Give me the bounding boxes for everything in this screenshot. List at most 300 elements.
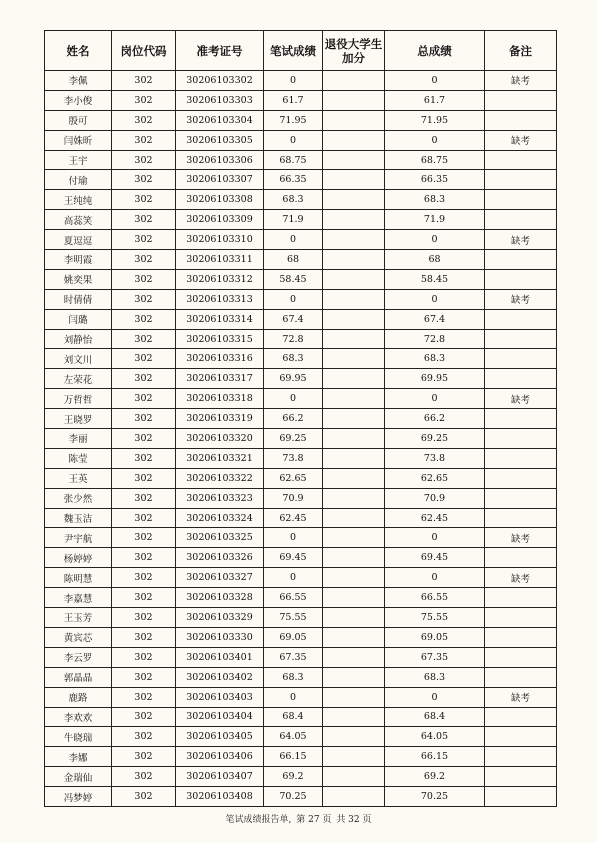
cell-exam-number: 30206103401 bbox=[176, 647, 264, 667]
cell-exam-number: 30206103313 bbox=[176, 289, 264, 309]
cell-name: 金瑞仙 bbox=[45, 767, 112, 787]
cell-written-score: 69.2 bbox=[264, 767, 323, 787]
cell-exam-number: 30206103304 bbox=[176, 110, 264, 130]
cell-veteran-bonus bbox=[323, 608, 385, 628]
cell-name: 左荣花 bbox=[45, 369, 112, 389]
cell-exam-number: 30206103328 bbox=[176, 588, 264, 608]
cell-name: 李欢欢 bbox=[45, 707, 112, 727]
cell-written-score: 0 bbox=[264, 568, 323, 588]
cell-total-score: 67.4 bbox=[385, 309, 485, 329]
cell-remarks bbox=[485, 329, 557, 349]
cell-total-score: 72.8 bbox=[385, 329, 485, 349]
cell-position-code: 302 bbox=[112, 250, 176, 270]
cell-name: 陈莹 bbox=[45, 448, 112, 468]
cell-written-score: 64.05 bbox=[264, 727, 323, 747]
cell-veteran-bonus bbox=[323, 309, 385, 329]
column-header-name: 姓名 bbox=[45, 31, 112, 71]
cell-written-score: 75.55 bbox=[264, 608, 323, 628]
cell-written-score: 68.3 bbox=[264, 190, 323, 210]
cell-remarks bbox=[485, 150, 557, 170]
table-row bbox=[45, 548, 557, 568]
cell-exam-number: 30206103325 bbox=[176, 528, 264, 548]
cell-veteran-bonus bbox=[323, 687, 385, 707]
table-row bbox=[45, 409, 557, 429]
cell-remarks bbox=[485, 747, 557, 767]
cell-total-score: 66.55 bbox=[385, 588, 485, 608]
cell-veteran-bonus bbox=[323, 528, 385, 548]
cell-total-score: 66.35 bbox=[385, 170, 485, 190]
cell-total-score: 58.45 bbox=[385, 269, 485, 289]
cell-remarks bbox=[485, 309, 557, 329]
cell-total-score: 68.3 bbox=[385, 190, 485, 210]
cell-remarks bbox=[485, 548, 557, 568]
cell-veteran-bonus bbox=[323, 429, 385, 449]
cell-veteran-bonus bbox=[323, 90, 385, 110]
cell-written-score: 61.7 bbox=[264, 90, 323, 110]
cell-name: 尹宇航 bbox=[45, 528, 112, 548]
cell-total-score: 70.25 bbox=[385, 787, 485, 807]
cell-total-score: 68 bbox=[385, 250, 485, 270]
cell-veteran-bonus bbox=[323, 110, 385, 130]
cell-name: 冯梦婷 bbox=[45, 787, 112, 807]
cell-exam-number: 30206103303 bbox=[176, 90, 264, 110]
table-row bbox=[45, 528, 557, 548]
cell-exam-number: 30206103316 bbox=[176, 349, 264, 369]
cell-remarks bbox=[485, 90, 557, 110]
cell-position-code: 302 bbox=[112, 528, 176, 548]
cell-remarks bbox=[485, 647, 557, 667]
cell-remarks bbox=[485, 349, 557, 369]
table-body bbox=[45, 71, 557, 807]
cell-position-code: 302 bbox=[112, 667, 176, 687]
cell-total-score: 0 bbox=[385, 230, 485, 250]
cell-written-score: 0 bbox=[264, 528, 323, 548]
column-header-total-score: 总成绩 bbox=[385, 31, 485, 71]
cell-position-code: 302 bbox=[112, 727, 176, 747]
cell-veteran-bonus bbox=[323, 269, 385, 289]
cell-remarks bbox=[485, 190, 557, 210]
cell-name: 王晓罗 bbox=[45, 409, 112, 429]
cell-written-score: 66.55 bbox=[264, 588, 323, 608]
table-row bbox=[45, 429, 557, 449]
cell-written-score: 62.45 bbox=[264, 508, 323, 528]
table-row bbox=[45, 468, 557, 488]
cell-exam-number: 30206103326 bbox=[176, 548, 264, 568]
cell-total-score: 68.4 bbox=[385, 707, 485, 727]
cell-name: 王玉芳 bbox=[45, 608, 112, 628]
cell-exam-number: 30206103327 bbox=[176, 568, 264, 588]
column-header-written-score: 笔试成绩 bbox=[264, 31, 323, 71]
cell-exam-number: 30206103324 bbox=[176, 508, 264, 528]
cell-veteran-bonus bbox=[323, 787, 385, 807]
table-row bbox=[45, 250, 557, 270]
table-row bbox=[45, 588, 557, 608]
cell-written-score: 73.8 bbox=[264, 448, 323, 468]
table-row bbox=[45, 130, 557, 150]
footer-page-number: 第 27 页 bbox=[296, 815, 332, 825]
cell-total-score: 0 bbox=[385, 130, 485, 150]
column-header-veteran-bonus: 退役大学生加分 bbox=[323, 31, 385, 71]
cell-written-score: 72.8 bbox=[264, 329, 323, 349]
cell-position-code: 302 bbox=[112, 289, 176, 309]
cell-exam-number: 30206103407 bbox=[176, 767, 264, 787]
cell-veteran-bonus bbox=[323, 667, 385, 687]
cell-veteran-bonus bbox=[323, 568, 385, 588]
cell-written-score: 68.3 bbox=[264, 349, 323, 369]
cell-total-score: 69.05 bbox=[385, 627, 485, 647]
cell-exam-number: 30206103319 bbox=[176, 409, 264, 429]
cell-position-code: 302 bbox=[112, 369, 176, 389]
footer-title: 笔试成绩报告单, bbox=[225, 815, 292, 825]
cell-veteran-bonus bbox=[323, 369, 385, 389]
table-row bbox=[45, 727, 557, 747]
cell-exam-number: 30206103321 bbox=[176, 448, 264, 468]
cell-name: 李佩 bbox=[45, 71, 112, 91]
cell-name: 陈明慧 bbox=[45, 568, 112, 588]
cell-veteran-bonus bbox=[323, 130, 385, 150]
table-row bbox=[45, 508, 557, 528]
cell-name: 李云罗 bbox=[45, 647, 112, 667]
cell-veteran-bonus bbox=[323, 210, 385, 230]
cell-written-score: 0 bbox=[264, 289, 323, 309]
cell-total-score: 69.45 bbox=[385, 548, 485, 568]
cell-name: 杨婷婷 bbox=[45, 548, 112, 568]
cell-written-score: 0 bbox=[264, 230, 323, 250]
cell-name: 牛晓瑞 bbox=[45, 727, 112, 747]
cell-exam-number: 30206103329 bbox=[176, 608, 264, 628]
cell-remarks bbox=[485, 170, 557, 190]
cell-remarks: 缺考 bbox=[485, 528, 557, 548]
cell-written-score: 69.05 bbox=[264, 627, 323, 647]
table-row bbox=[45, 230, 557, 250]
cell-position-code: 302 bbox=[112, 747, 176, 767]
cell-position-code: 302 bbox=[112, 309, 176, 329]
table-row bbox=[45, 210, 557, 230]
cell-remarks bbox=[485, 429, 557, 449]
cell-veteran-bonus bbox=[323, 488, 385, 508]
cell-veteran-bonus bbox=[323, 627, 385, 647]
table-row bbox=[45, 707, 557, 727]
cell-exam-number: 30206103315 bbox=[176, 329, 264, 349]
cell-remarks: 缺考 bbox=[485, 71, 557, 91]
cell-exam-number: 30206103330 bbox=[176, 627, 264, 647]
cell-name: 鹿路 bbox=[45, 687, 112, 707]
cell-name: 张少然 bbox=[45, 488, 112, 508]
table-header-row bbox=[45, 31, 557, 71]
cell-veteran-bonus bbox=[323, 250, 385, 270]
cell-written-score: 68.4 bbox=[264, 707, 323, 727]
cell-total-score: 0 bbox=[385, 568, 485, 588]
cell-exam-number: 30206103314 bbox=[176, 309, 264, 329]
cell-total-score: 69.25 bbox=[385, 429, 485, 449]
score-sheet bbox=[44, 30, 556, 807]
cell-veteran-bonus bbox=[323, 727, 385, 747]
cell-position-code: 302 bbox=[112, 71, 176, 91]
table-row bbox=[45, 448, 557, 468]
cell-remarks bbox=[485, 488, 557, 508]
cell-position-code: 302 bbox=[112, 329, 176, 349]
table-row bbox=[45, 747, 557, 767]
table-row bbox=[45, 289, 557, 309]
table-row bbox=[45, 389, 557, 409]
cell-written-score: 71.95 bbox=[264, 110, 323, 130]
cell-written-score: 70.25 bbox=[264, 787, 323, 807]
cell-veteran-bonus bbox=[323, 230, 385, 250]
cell-remarks: 缺考 bbox=[485, 289, 557, 309]
cell-total-score: 75.55 bbox=[385, 608, 485, 628]
cell-name: 黄宾芯 bbox=[45, 627, 112, 647]
cell-position-code: 302 bbox=[112, 707, 176, 727]
cell-exam-number: 30206103317 bbox=[176, 369, 264, 389]
cell-remarks bbox=[485, 409, 557, 429]
cell-exam-number: 30206103306 bbox=[176, 150, 264, 170]
cell-remarks: 缺考 bbox=[485, 230, 557, 250]
cell-remarks bbox=[485, 727, 557, 747]
cell-exam-number: 30206103403 bbox=[176, 687, 264, 707]
cell-written-score: 66.15 bbox=[264, 747, 323, 767]
cell-total-score: 0 bbox=[385, 687, 485, 707]
table-row bbox=[45, 488, 557, 508]
cell-position-code: 302 bbox=[112, 548, 176, 568]
cell-name: 夏逗逗 bbox=[45, 230, 112, 250]
cell-remarks bbox=[485, 608, 557, 628]
cell-name: 万哲哲 bbox=[45, 389, 112, 409]
cell-position-code: 302 bbox=[112, 210, 176, 230]
cell-total-score: 62.45 bbox=[385, 508, 485, 528]
cell-total-score: 0 bbox=[385, 71, 485, 91]
cell-name: 付瑜 bbox=[45, 170, 112, 190]
table-row bbox=[45, 627, 557, 647]
cell-name: 郭晶晶 bbox=[45, 667, 112, 687]
cell-veteran-bonus bbox=[323, 707, 385, 727]
cell-position-code: 302 bbox=[112, 488, 176, 508]
cell-position-code: 302 bbox=[112, 90, 176, 110]
cell-position-code: 302 bbox=[112, 508, 176, 528]
cell-name: 高蕊笑 bbox=[45, 210, 112, 230]
cell-total-score: 61.7 bbox=[385, 90, 485, 110]
table-row bbox=[45, 150, 557, 170]
cell-written-score: 0 bbox=[264, 130, 323, 150]
cell-position-code: 302 bbox=[112, 647, 176, 667]
cell-total-score: 66.2 bbox=[385, 409, 485, 429]
cell-name: 闫姝昕 bbox=[45, 130, 112, 150]
cell-remarks: 缺考 bbox=[485, 568, 557, 588]
column-header-exam-number: 准考证号 bbox=[176, 31, 264, 71]
table-row bbox=[45, 190, 557, 210]
cell-total-score: 62.65 bbox=[385, 468, 485, 488]
cell-total-score: 0 bbox=[385, 528, 485, 548]
cell-remarks bbox=[485, 787, 557, 807]
cell-position-code: 302 bbox=[112, 230, 176, 250]
cell-written-score: 62.65 bbox=[264, 468, 323, 488]
cell-exam-number: 30206103308 bbox=[176, 190, 264, 210]
cell-exam-number: 30206103402 bbox=[176, 667, 264, 687]
cell-name: 李丽 bbox=[45, 429, 112, 449]
cell-total-score: 0 bbox=[385, 289, 485, 309]
cell-veteran-bonus bbox=[323, 448, 385, 468]
cell-position-code: 302 bbox=[112, 349, 176, 369]
cell-written-score: 0 bbox=[264, 71, 323, 91]
cell-exam-number: 30206103310 bbox=[176, 230, 264, 250]
cell-exam-number: 30206103302 bbox=[176, 71, 264, 91]
cell-exam-number: 30206103309 bbox=[176, 210, 264, 230]
cell-remarks bbox=[485, 707, 557, 727]
cell-remarks bbox=[485, 468, 557, 488]
cell-remarks: 缺考 bbox=[485, 389, 557, 409]
cell-position-code: 302 bbox=[112, 687, 176, 707]
cell-name: 李小俊 bbox=[45, 90, 112, 110]
cell-exam-number: 30206103404 bbox=[176, 707, 264, 727]
cell-exam-number: 30206103405 bbox=[176, 727, 264, 747]
cell-position-code: 302 bbox=[112, 448, 176, 468]
cell-written-score: 66.2 bbox=[264, 409, 323, 429]
cell-total-score: 64.05 bbox=[385, 727, 485, 747]
table-row bbox=[45, 767, 557, 787]
cell-position-code: 302 bbox=[112, 767, 176, 787]
table-row bbox=[45, 647, 557, 667]
cell-written-score: 69.25 bbox=[264, 429, 323, 449]
column-header-remarks: 备注 bbox=[485, 31, 557, 71]
cell-remarks bbox=[485, 667, 557, 687]
cell-exam-number: 30206103307 bbox=[176, 170, 264, 190]
cell-remarks bbox=[485, 767, 557, 787]
table-row bbox=[45, 309, 557, 329]
column-header-position-code: 岗位代码 bbox=[112, 31, 176, 71]
table-row bbox=[45, 667, 557, 687]
cell-position-code: 302 bbox=[112, 150, 176, 170]
score-table bbox=[44, 30, 557, 807]
cell-veteran-bonus bbox=[323, 647, 385, 667]
cell-position-code: 302 bbox=[112, 588, 176, 608]
cell-total-score: 66.15 bbox=[385, 747, 485, 767]
cell-remarks bbox=[485, 448, 557, 468]
cell-veteran-bonus bbox=[323, 289, 385, 309]
cell-total-score: 0 bbox=[385, 389, 485, 409]
cell-written-score: 67.4 bbox=[264, 309, 323, 329]
cell-veteran-bonus bbox=[323, 767, 385, 787]
cell-total-score: 71.95 bbox=[385, 110, 485, 130]
cell-remarks bbox=[485, 588, 557, 608]
cell-written-score: 68.3 bbox=[264, 667, 323, 687]
cell-total-score: 69.95 bbox=[385, 369, 485, 389]
cell-veteran-bonus bbox=[323, 588, 385, 608]
cell-written-score: 69.45 bbox=[264, 548, 323, 568]
cell-position-code: 302 bbox=[112, 787, 176, 807]
cell-name: 李嘉慧 bbox=[45, 588, 112, 608]
cell-remarks bbox=[485, 110, 557, 130]
cell-total-score: 68.75 bbox=[385, 150, 485, 170]
cell-veteran-bonus bbox=[323, 468, 385, 488]
cell-veteran-bonus bbox=[323, 548, 385, 568]
cell-position-code: 302 bbox=[112, 130, 176, 150]
cell-name: 李明霞 bbox=[45, 250, 112, 270]
cell-remarks bbox=[485, 369, 557, 389]
table-row bbox=[45, 608, 557, 628]
cell-total-score: 70.9 bbox=[385, 488, 485, 508]
cell-position-code: 302 bbox=[112, 170, 176, 190]
cell-written-score: 58.45 bbox=[264, 269, 323, 289]
cell-position-code: 302 bbox=[112, 568, 176, 588]
cell-name: 王纯纯 bbox=[45, 190, 112, 210]
cell-remarks bbox=[485, 269, 557, 289]
cell-exam-number: 30206103320 bbox=[176, 429, 264, 449]
cell-written-score: 0 bbox=[264, 389, 323, 409]
cell-written-score: 68.75 bbox=[264, 150, 323, 170]
table-row bbox=[45, 170, 557, 190]
cell-position-code: 302 bbox=[112, 190, 176, 210]
cell-exam-number: 30206103406 bbox=[176, 747, 264, 767]
cell-written-score: 0 bbox=[264, 687, 323, 707]
cell-exam-number: 30206103312 bbox=[176, 269, 264, 289]
cell-veteran-bonus bbox=[323, 150, 385, 170]
cell-written-score: 67.35 bbox=[264, 647, 323, 667]
footer-page-total: 共 32 页 bbox=[336, 815, 372, 825]
cell-written-score: 70.9 bbox=[264, 488, 323, 508]
cell-name: 殷可 bbox=[45, 110, 112, 130]
cell-name: 李娜 bbox=[45, 747, 112, 767]
cell-position-code: 302 bbox=[112, 110, 176, 130]
cell-position-code: 302 bbox=[112, 468, 176, 488]
cell-veteran-bonus bbox=[323, 508, 385, 528]
cell-exam-number: 30206103323 bbox=[176, 488, 264, 508]
cell-total-score: 69.2 bbox=[385, 767, 485, 787]
table-row bbox=[45, 71, 557, 91]
cell-veteran-bonus bbox=[323, 170, 385, 190]
table-row bbox=[45, 349, 557, 369]
cell-veteran-bonus bbox=[323, 349, 385, 369]
table-row bbox=[45, 269, 557, 289]
cell-name: 王英 bbox=[45, 468, 112, 488]
cell-name: 刘静怡 bbox=[45, 329, 112, 349]
cell-total-score: 68.3 bbox=[385, 349, 485, 369]
cell-total-score: 68.3 bbox=[385, 667, 485, 687]
table-row bbox=[45, 568, 557, 588]
cell-total-score: 73.8 bbox=[385, 448, 485, 468]
cell-veteran-bonus bbox=[323, 190, 385, 210]
table-row bbox=[45, 687, 557, 707]
cell-remarks bbox=[485, 508, 557, 528]
cell-exam-number: 30206103318 bbox=[176, 389, 264, 409]
cell-remarks bbox=[485, 627, 557, 647]
cell-name: 魏玉洁 bbox=[45, 508, 112, 528]
cell-position-code: 302 bbox=[112, 608, 176, 628]
table-row bbox=[45, 110, 557, 130]
cell-veteran-bonus bbox=[323, 71, 385, 91]
cell-name: 闫璐 bbox=[45, 309, 112, 329]
cell-written-score: 68 bbox=[264, 250, 323, 270]
cell-veteran-bonus bbox=[323, 409, 385, 429]
cell-position-code: 302 bbox=[112, 389, 176, 409]
cell-name: 姚奕果 bbox=[45, 269, 112, 289]
cell-remarks: 缺考 bbox=[485, 130, 557, 150]
cell-written-score: 66.35 bbox=[264, 170, 323, 190]
cell-veteran-bonus bbox=[323, 329, 385, 349]
cell-veteran-bonus bbox=[323, 747, 385, 767]
cell-remarks bbox=[485, 210, 557, 230]
cell-name: 王宇 bbox=[45, 150, 112, 170]
cell-written-score: 69.95 bbox=[264, 369, 323, 389]
cell-veteran-bonus bbox=[323, 389, 385, 409]
cell-remarks: 缺考 bbox=[485, 687, 557, 707]
cell-exam-number: 30206103322 bbox=[176, 468, 264, 488]
cell-total-score: 71.9 bbox=[385, 210, 485, 230]
cell-total-score: 67.35 bbox=[385, 647, 485, 667]
page-footer bbox=[0, 812, 597, 825]
cell-position-code: 302 bbox=[112, 269, 176, 289]
cell-exam-number: 30206103408 bbox=[176, 787, 264, 807]
cell-name: 刘文川 bbox=[45, 349, 112, 369]
cell-position-code: 302 bbox=[112, 627, 176, 647]
